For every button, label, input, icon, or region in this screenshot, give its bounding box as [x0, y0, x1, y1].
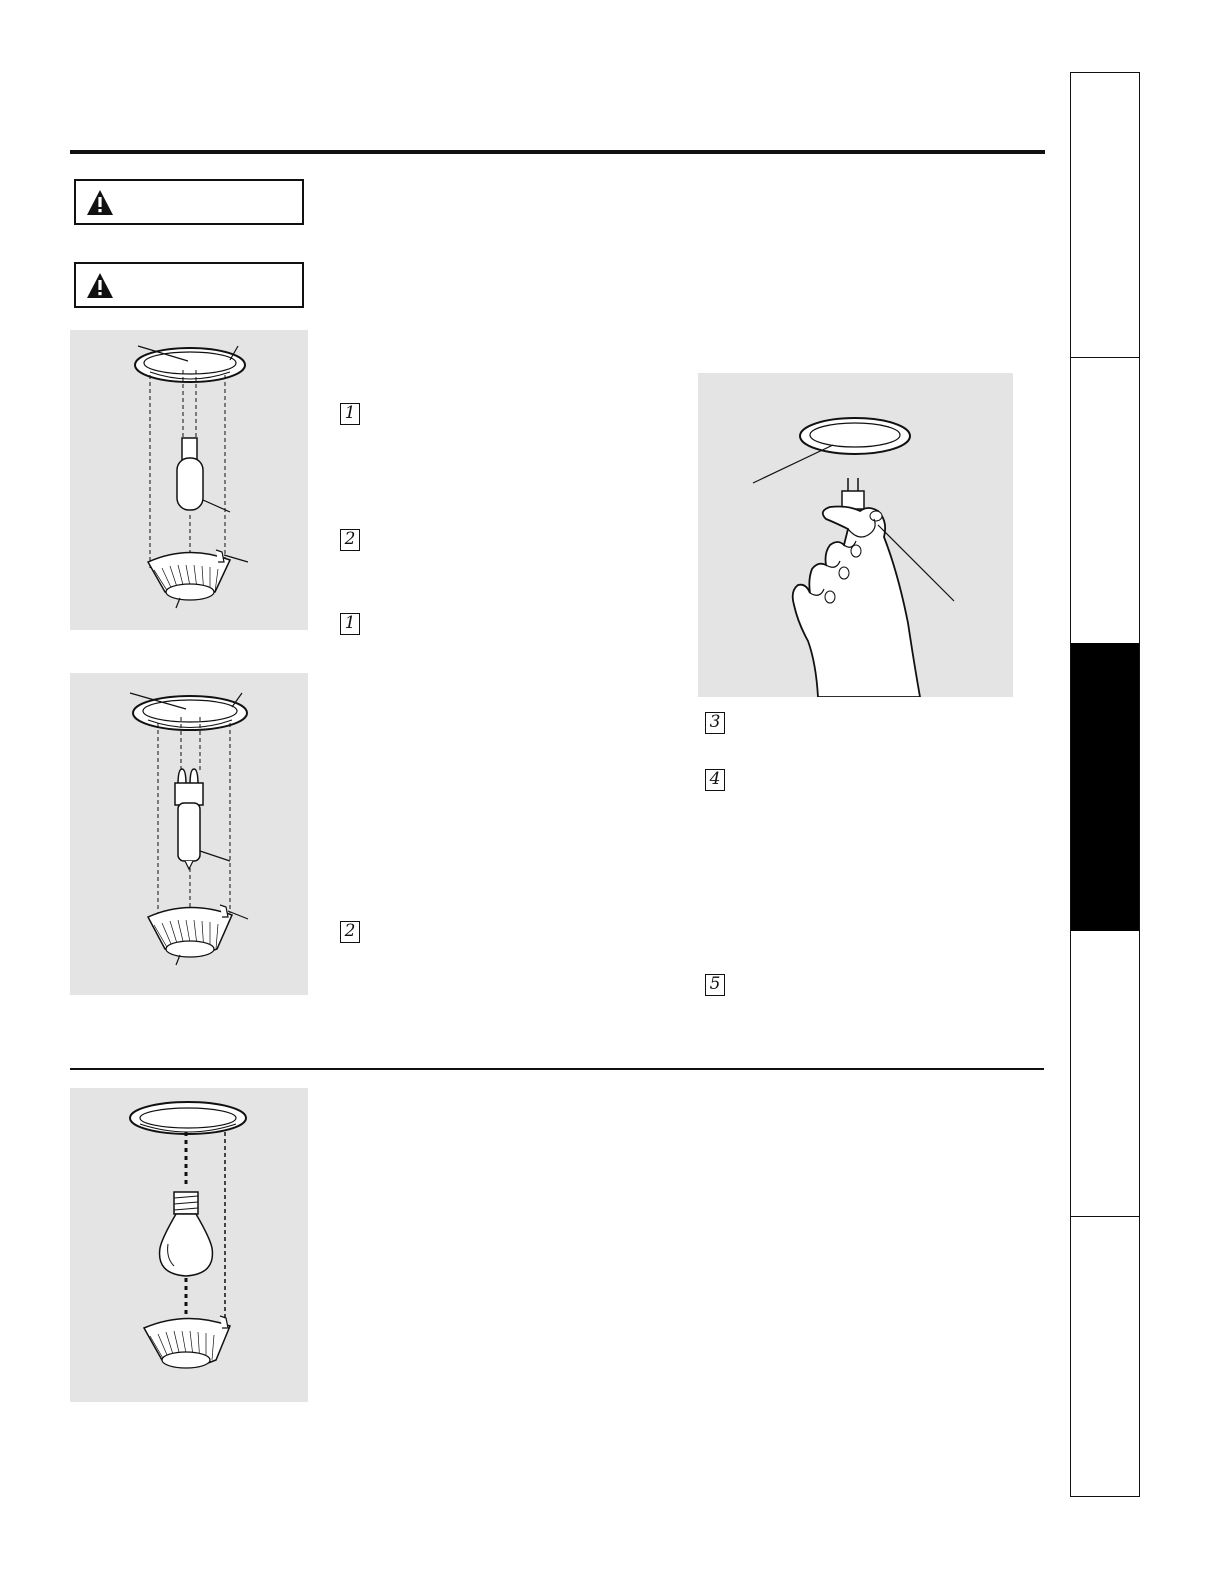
section-tab-2[interactable]	[1071, 357, 1139, 643]
hand-removing-bulb-illustration	[698, 373, 1013, 697]
step-number-1: 1	[340, 403, 360, 425]
warning-box-1	[74, 179, 304, 225]
incandescent-bulb-diagram	[70, 1088, 308, 1402]
step-number-4: 4	[705, 769, 725, 791]
section-divider	[70, 1068, 1044, 1070]
step-number-1: 1	[340, 613, 360, 635]
warning-triangle-icon	[86, 189, 114, 216]
halogen-bulb-diagram-upper	[70, 330, 308, 630]
warning-triangle-icon	[86, 272, 114, 299]
step-number-2: 2	[340, 921, 360, 943]
header-rule	[70, 150, 1045, 154]
section-tabs	[1070, 72, 1140, 1497]
step-number-2: 2	[340, 529, 360, 551]
section-tab-1[interactable]	[1071, 73, 1139, 357]
section-tab-3-active[interactable]	[1071, 643, 1139, 931]
step-number-5: 5	[705, 974, 725, 996]
halogen-bulb-diagram-lower	[70, 673, 308, 995]
warning-box-2	[74, 262, 304, 308]
section-tab-5[interactable]	[1071, 1216, 1139, 1495]
step-number-3: 3	[705, 712, 725, 734]
section-tab-4[interactable]	[1071, 931, 1139, 1216]
